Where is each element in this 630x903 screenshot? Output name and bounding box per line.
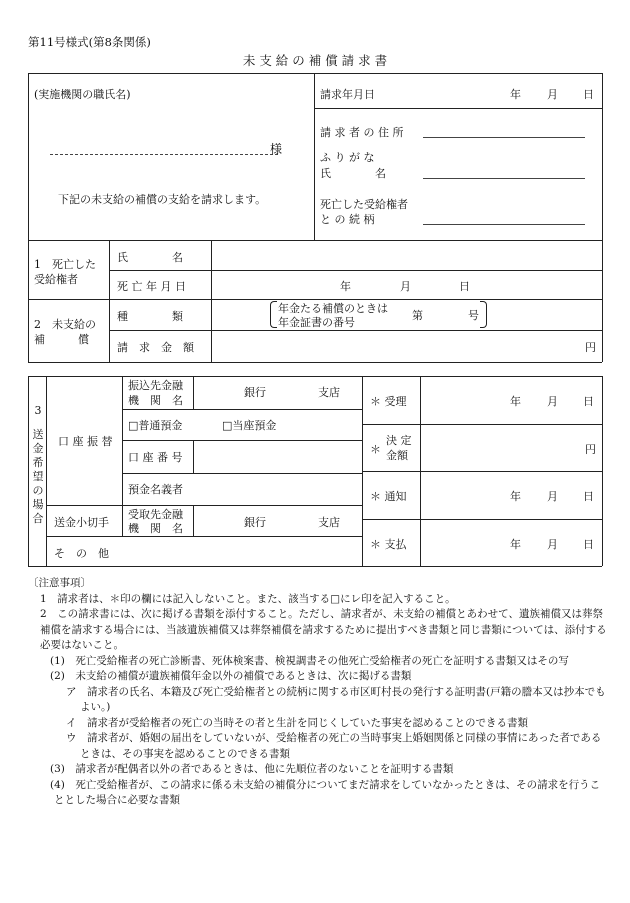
type-label: 種 類	[117, 310, 183, 323]
claim-date-day[interactable]: 日	[583, 88, 594, 101]
receipt-year: 年	[510, 395, 521, 408]
relation-label-1: 死亡した受給権者	[320, 198, 408, 211]
relation-line[interactable]	[423, 224, 585, 225]
agency-label: (実施機関の職氏名)	[34, 88, 131, 101]
receipt-month: 月	[547, 395, 558, 408]
bank-label-2: 機 関 名	[128, 394, 183, 407]
other-label: そ の 他	[54, 547, 109, 560]
form-number: 第11号様式(第8条関係)	[28, 35, 151, 49]
request-statement: 下記の未支給の補償の支給を請求します。	[58, 193, 267, 206]
recv-bank-label-2: 機 関 名	[128, 522, 183, 535]
honorific: 様	[270, 142, 283, 156]
receipt-day: 日	[583, 395, 594, 408]
note-2-item-3: (3) 請求者が配偶者以外の者であるときは、他に先順位者のないことを証明する書類	[50, 763, 454, 775]
amount-label: 請 求 金 額	[117, 341, 194, 354]
bank-suffix[interactable]: 銀行	[244, 386, 266, 399]
notes-section	[28, 576, 608, 809]
note-2-item-1: (1) 死亡受給権者の死亡診断書、死体検案書、検視調書その他死亡受給権者の死亡を証明する書類又はその写	[50, 654, 569, 667]
claimant-name-label: 氏 名	[320, 167, 386, 180]
unpaid-section-label-1: 2 未支給の	[34, 318, 96, 331]
note-2-item-2c: ウ 請求者が、婚姻の届出をしていないが、受給権者の死亡の当時事実上婚姻関係と同様の事情にあった者であるときは、その事実を認めることのできる書類	[66, 732, 602, 760]
notice-day: 日	[583, 490, 594, 503]
death-date-year[interactable]: 年	[340, 280, 351, 293]
vt-char-0: 3	[34, 404, 42, 417]
notice-year: 年	[510, 490, 521, 503]
death-date-month[interactable]: 月	[400, 280, 411, 293]
vt-char-4: 望	[32, 470, 44, 483]
note-2-item-2: (2) 未支給の補償が遺族補償年金以外の補償であるときは、次に掲げる書類	[50, 670, 412, 682]
bank-label-1: 振込先金融	[128, 379, 183, 392]
note-1: 1 請求者は、＊印の欄には記入しないこと。また、該当する□にレ印を記入すること。	[40, 592, 456, 605]
deposit-ordinary-checkbox[interactable]: □普通預金	[128, 419, 183, 432]
claim-date-month[interactable]: 月	[547, 88, 558, 101]
claim-date-label: 請求年月日	[320, 88, 375, 101]
notice-month: 月	[547, 490, 558, 503]
right-bracket	[480, 301, 487, 328]
claimant-address-label: 請 求 者 の 住 所	[320, 126, 404, 139]
account-holder-label: 預金名義者	[128, 483, 183, 496]
page-title: 未 支 給 の 補 償 請 求 書	[242, 53, 388, 68]
branch-suffix[interactable]: 支店	[318, 386, 340, 399]
account-number-field[interactable]	[194, 441, 361, 472]
deposit-current-checkbox[interactable]: □当座預金	[222, 419, 277, 432]
agency-name-line[interactable]	[50, 154, 278, 155]
claimant-name-line[interactable]	[423, 178, 585, 179]
note-2: 2 この請求書には、次に掲げる書類を添付すること。ただし、請求者が、未支給の補償とあわせて、遺族補償又は葬祭補償を請求する場合には、当該遺族補償又は葬祭補償を請求するために提出すべき書類と同じ書類については、添付する必要はないこと。	[40, 608, 607, 651]
cert-number-prefix: 第	[412, 309, 423, 322]
payment-month: 月	[547, 538, 558, 551]
decision-asterisk: ＊	[370, 443, 381, 456]
recv-bank-suffix[interactable]: 銀行	[244, 516, 266, 529]
cert-number-suffix: 号	[468, 309, 479, 322]
amount-yen: 円	[585, 341, 596, 354]
death-date-day[interactable]: 日	[459, 280, 470, 293]
deceased-section-label-1: 1 死亡した	[34, 258, 96, 271]
claim-date-year[interactable]: 年	[510, 88, 521, 101]
receipt-label: ＊ 受理	[370, 395, 407, 408]
payment-label: ＊ 支払	[370, 538, 407, 551]
notes-heading: 〔注意事項〕	[28, 577, 91, 589]
note-2-item-2a: ア 請求者の氏名、本籍及び死亡受給権者との続柄に関する市区町村長の発行する証明書(戸籍の謄本又は抄本でもよい。)	[66, 685, 606, 713]
vt-char-1: 送	[32, 428, 44, 441]
furigana-label: ふ り が な	[320, 151, 375, 164]
recv-bank-label-1: 受取先金融	[128, 508, 183, 521]
vt-char-6: 場	[32, 498, 44, 511]
decision-label-2: 金額	[386, 449, 408, 462]
account-holder-field[interactable]	[123, 474, 361, 504]
check-label: 送金小切手	[54, 516, 109, 529]
remittance-section-label	[31, 404, 45, 526]
vt-char-2: 金	[32, 442, 44, 455]
left-bracket	[270, 301, 277, 328]
account-transfer-label: 口 座 振 替	[58, 435, 113, 448]
notice-label: ＊ 通知	[370, 490, 407, 503]
unpaid-section-label-2: 補 償	[34, 333, 89, 346]
vt-char-7: 合	[32, 512, 44, 525]
vt-char-3: 希	[32, 456, 44, 469]
payment-day: 日	[583, 538, 594, 551]
vt-char-5: の	[32, 484, 44, 497]
deceased-section-label-2: 受給権者	[34, 273, 78, 286]
pension-label-1: 年金たる補償のときは	[278, 302, 388, 315]
deceased-name-field[interactable]	[212, 241, 601, 269]
claimant-address-line[interactable]	[423, 137, 585, 138]
note-2-item-4: (4) 死亡受給権者が、この請求に係る未支給の補償分についてまだ請求をしていなかったときは、その請求を行うこととした場合に必要な書類	[50, 778, 601, 806]
account-number-label: 口 座 番 号	[128, 451, 183, 464]
decision-yen: 円	[585, 443, 596, 456]
death-date-label: 死 亡 年 月 日	[117, 280, 186, 293]
deceased-name-label: 氏 名	[117, 251, 183, 264]
relation-label-2: と の 続 柄	[320, 213, 375, 226]
payment-year: 年	[510, 538, 521, 551]
recv-branch-suffix[interactable]: 支店	[318, 516, 340, 529]
decision-label-1: 決 定	[386, 434, 412, 447]
note-2-item-2b: イ 請求者が受給権者の死亡の当時その者と生計を同じくしていた事実を認めることのできる書類	[66, 716, 528, 729]
pension-label-2: 年金証書の番号	[278, 316, 355, 329]
